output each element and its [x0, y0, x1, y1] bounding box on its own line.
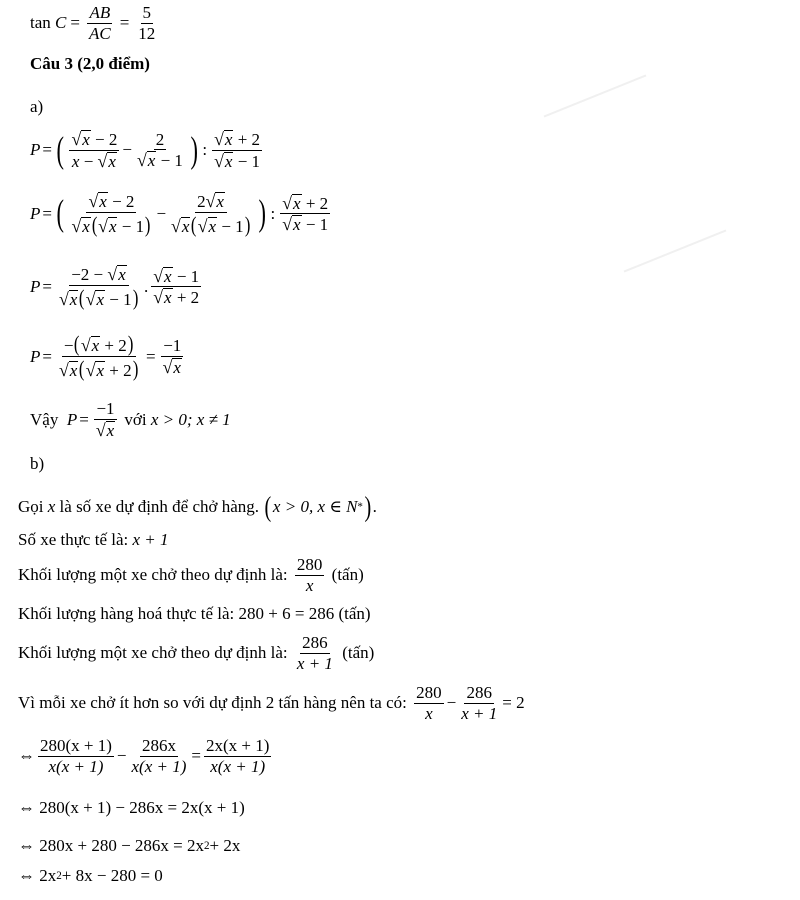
fraction: √ x − 1 √ x + 2 [153, 265, 200, 308]
p-expression-1: P = ( √ x − 2 x − √ x − 2 √ x − 1 ) : √ x + 2 √ x − 1 [30, 129, 261, 171]
fraction: $\frac{5}{12}$ [138, 3, 156, 43]
b-line-3: Khối lượng một xe chở theo dự định là: $\frac{280}{x}$ (tấn) [18, 555, 364, 595]
question-heading: Câu 3 (2,0 điểm) [30, 54, 150, 73]
fraction: √ x + 2 √ x − 1 [214, 129, 261, 171]
fraction: √ x − 2 x − √ x [71, 129, 118, 171]
b-line-1: Gọi x là số xe dự định để chở hàng. ( x > 0, x ∈ N * ) . [18, 491, 377, 523]
fraction: $\frac{280}{x}$ [416, 683, 442, 723]
p-expression-4: P = −( √ x + 2) √ x ( √ x + 2) = −1 √ x [30, 333, 187, 380]
equivalence-2: ⇔ 280(x + 1) − 286x = 2x(x + 1) [18, 798, 245, 817]
b-line-6: Vì mỗi xe chở ít hơn so với dự định 2 tấn hàng nên ta có: $\frac{280}{x}$ − $\frac{286}{x + 1}$ = 2 [18, 683, 525, 723]
fraction: $\frac{286}{x + 1}$ [296, 633, 333, 673]
equivalence-4: ⇔ 2x 2 + 8x − 280 = 0 [18, 866, 163, 885]
b-line-2: Số xe thực tế là: x + 1 [18, 530, 169, 549]
fraction: $\frac{AB}{AC}$ [88, 3, 111, 43]
p-conclusion: Vậy P = −1 √ x với x > 0; x ≠ 1 [30, 399, 231, 440]
equivalence-3: ⇔ 280x + 280 − 286x = 2x 2 + 2x [18, 836, 241, 855]
part-b-label: b) [30, 454, 45, 473]
fraction: 2 √ x √ x ( √ x − 1) [171, 191, 251, 237]
fraction: $\frac{286}{x + 1}$ [461, 683, 498, 723]
watermark-stroke [624, 229, 727, 272]
fraction: $\frac{280(x + 1)}{x(x + 1)}$ [40, 736, 112, 776]
part-a-label: a) [30, 97, 44, 116]
fraction: −1 √ x [95, 399, 115, 440]
b-line-5: Khối lượng một xe chở theo dự định là: $\frac{286}{x + 1}$ (tấn) [18, 633, 375, 673]
fraction: $\frac{286x}{x(x + 1)}$ [131, 736, 187, 776]
tan-c-equation: tan C = $\frac{AB}{AC}$ = $\frac{5}{12}$ [30, 3, 156, 43]
fraction: √ x + 2 √ x − 1 [282, 192, 329, 235]
fraction: 2 √ x − 1 [136, 129, 183, 171]
b-line-4: Khối lượng hàng hoá thực tế là: 280 + 6 = 286 (tấn) [18, 604, 371, 623]
fraction: −( √ x + 2) √ x ( √ x + 2) [58, 331, 139, 382]
fraction: −1 √ x [162, 335, 182, 377]
fraction: √ x − 2 √ x ( √ x − 1) [71, 191, 151, 237]
p-expression-2: P = ( √ x − 2 √ x ( √ x − 1) − 2 √ x √ x ( √ x − 1) ) : √ x + 2 √ x − 1 [30, 191, 329, 237]
watermark-stroke [544, 74, 647, 117]
fraction: $\frac{280}{x}$ [296, 555, 323, 595]
p-expression-3: P = −2 − √ x √ x ( √ x − 1) . √ x − 1 √ x + 2 [30, 264, 200, 310]
fraction: −2 − √ x √ x ( √ x − 1) [58, 264, 139, 310]
fraction: $\frac{2x(x + 1)}{x(x + 1)}$ [206, 736, 270, 776]
equivalence-1: ⇔ $\frac{280(x + 1)}{x(x + 1)}$ − $\frac{286x}{x(x + 1)}$ = $\frac{2x(x + 1)}{x(x + 1)}$ [18, 736, 270, 776]
